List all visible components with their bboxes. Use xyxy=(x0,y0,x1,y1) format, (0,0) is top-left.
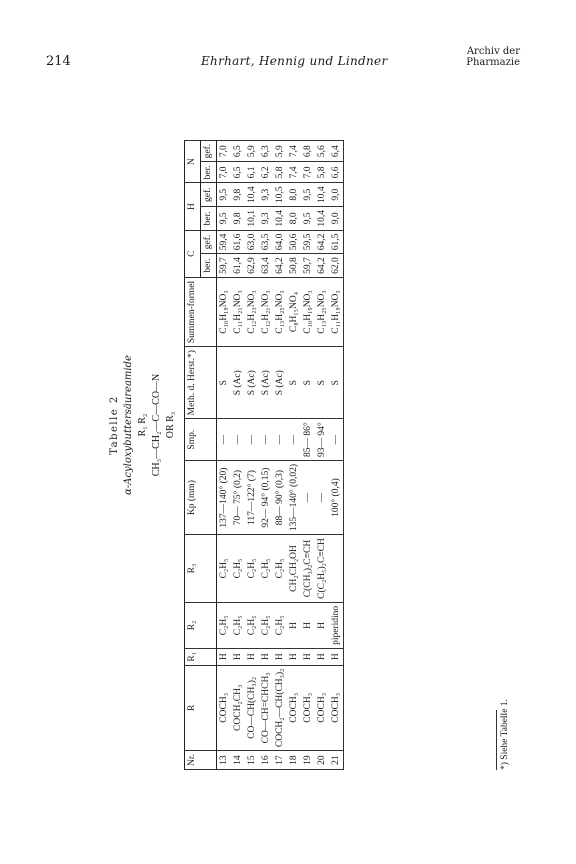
cell-meth: S (Ac) xyxy=(231,347,245,419)
table-row xyxy=(245,140,259,769)
cell-kp: 117—122° (7) xyxy=(245,461,259,535)
formula-line-2: CH₃—CH₂—C—CO—N xyxy=(151,373,162,477)
cell-n-ber: 6,5 xyxy=(231,162,245,183)
cell-r3: C(C₂H₅)₂C≡CH xyxy=(315,535,329,603)
cell-c-gef: 61,5 xyxy=(329,230,344,254)
cell-smp: 85— 86° xyxy=(301,419,315,461)
cell-r1: H xyxy=(287,648,301,665)
cell-kp: 88— 90° (0,3) xyxy=(273,461,287,535)
cell-h-gef: 9,0 xyxy=(329,183,344,207)
cell-r: COCH₃ xyxy=(315,665,329,751)
col-r: R xyxy=(185,665,217,751)
cell-c-gef: 50,6 xyxy=(287,230,301,254)
cell-r2: C₂H₅ xyxy=(231,602,245,648)
cell-meth: S (Ac) xyxy=(259,347,273,419)
cell-r: COCH₂CH₃ xyxy=(231,665,245,751)
cell-smp: — xyxy=(273,419,287,461)
table-subtitle: α-Acyloxybuttersäureamide xyxy=(123,355,134,495)
col-h-gef: gef. xyxy=(201,183,217,207)
cell-c-gef: 61,6 xyxy=(231,230,245,254)
cell-h-ber: 9,8 xyxy=(231,207,245,231)
footnote-rule xyxy=(496,710,497,770)
cell-c-gef: 64,2 xyxy=(315,230,329,254)
cell-h-ber: 9,5 xyxy=(301,207,315,231)
cell-r2: H xyxy=(301,602,315,648)
cell-c-gef: 59,5 xyxy=(301,230,315,254)
page-number: 214 xyxy=(46,54,71,69)
cell-r3: C(CH₃)₂C≡CH xyxy=(301,535,315,603)
cell-n-gef: 5,9 xyxy=(273,140,287,162)
cell-c-gef: 63,5 xyxy=(259,230,273,254)
cell-r3: C₂H₅ xyxy=(231,535,245,603)
cell-formel: C₁₃H₂₅NO₃ xyxy=(273,277,287,346)
cell-n-gef: 6,8 xyxy=(301,140,315,162)
table-row xyxy=(217,140,232,769)
cell-kp: 100° (0,4) xyxy=(329,461,344,535)
cell-n-gef: 7,4 xyxy=(287,140,301,162)
table-body xyxy=(217,140,344,769)
cell-r3 xyxy=(329,535,344,603)
cell-c-gef: 64,0 xyxy=(273,230,287,254)
cell-r1: H xyxy=(315,648,329,665)
cell-n-ber: 7,4 xyxy=(287,162,301,183)
cell-h-ber: 9,5 xyxy=(217,207,232,231)
cell-h-ber: 9,0 xyxy=(329,207,344,231)
table-row xyxy=(301,140,315,769)
cell-formel: C₁₁H₁₉NO₃ xyxy=(329,277,344,346)
cell-c-gef: 63,0 xyxy=(245,230,259,254)
cell-c-ber: 63,4 xyxy=(259,254,273,278)
cell-kp: 135—140° (0,02) xyxy=(287,461,301,535)
cell-formel: C₁₂H₂₃NO₃ xyxy=(245,277,259,346)
cell-r2: H xyxy=(287,602,301,648)
cell-h-ber: 8,0 xyxy=(287,207,301,231)
cell-n-ber: 7,0 xyxy=(217,162,232,183)
cell-nr: 16 xyxy=(259,751,273,770)
cell-formel: C₁₃H₂₅NO₃ xyxy=(315,277,329,346)
col-group-c: C xyxy=(185,230,201,277)
journal-line-2: Pharmazie xyxy=(466,57,520,68)
data-table xyxy=(184,140,344,770)
cell-r: CO—CH(CH₃)₂ xyxy=(245,665,259,751)
col-c-gef: gef. xyxy=(201,230,217,254)
cell-meth: S (Ac) xyxy=(273,347,287,419)
cell-c-ber: 59,7 xyxy=(217,254,232,278)
cell-r2: C₂H₅ xyxy=(259,602,273,648)
cell-nr: 18 xyxy=(287,751,301,770)
col-formel: Summen-formel xyxy=(185,277,217,346)
cell-h-ber: 10,4 xyxy=(315,207,329,231)
cell-meth: S xyxy=(287,347,301,419)
cell-r3: C₂H₅ xyxy=(259,535,273,603)
cell-r3: C₂H₅ xyxy=(245,535,259,603)
cell-h-gef: 10,4 xyxy=(245,183,259,207)
cell-meth: S (Ac) xyxy=(245,347,259,419)
cell-kp: 92— 94° (0,15) xyxy=(259,461,273,535)
cell-nr: 17 xyxy=(273,751,287,770)
cell-n-ber: 5,8 xyxy=(315,162,329,183)
cell-smp: — xyxy=(217,419,232,461)
table-row xyxy=(259,140,273,769)
page-header xyxy=(46,44,520,74)
journal-line-1: Archiv der xyxy=(466,46,520,57)
col-kp: Kp (mm) xyxy=(185,461,217,535)
cell-n-ber: 6,1 xyxy=(245,162,259,183)
cell-formel: C₁₀H₁₉NO₃ xyxy=(301,277,315,346)
cell-r1: H xyxy=(245,648,259,665)
col-n-gef: gef. xyxy=(201,140,217,162)
table-title: Tabelle 2 xyxy=(109,395,120,455)
cell-c-ber: 59,7 xyxy=(301,254,315,278)
cell-n-ber: 5,8 xyxy=(273,162,287,183)
cell-meth: S xyxy=(217,347,232,419)
col-nr: Nr. xyxy=(185,751,217,770)
cell-r1: H xyxy=(231,648,245,665)
cell-nr: 13 xyxy=(217,751,232,770)
cell-r3: C₂H₅ xyxy=(217,535,232,603)
cell-smp: — xyxy=(231,419,245,461)
cell-nr: 19 xyxy=(301,751,315,770)
cell-h-gef: 9,3 xyxy=(259,183,273,207)
cell-h-gef: 9,8 xyxy=(231,183,245,207)
cell-n-ber: 6,6 xyxy=(329,162,344,183)
cell-kp: 137—140° (20) xyxy=(217,461,232,535)
cell-smp: — xyxy=(329,419,344,461)
table-footnote: *) Siehe Tabelle 1. xyxy=(500,699,510,770)
cell-r: COCH₃ xyxy=(217,665,232,751)
cell-c-ber: 62,0 xyxy=(329,254,344,278)
cell-r1: H xyxy=(259,648,273,665)
cell-formel: C₁₀H₁₉NO₃ xyxy=(217,277,232,346)
cell-n-ber: 6,2 xyxy=(259,162,273,183)
table-row xyxy=(329,140,344,769)
cell-n-gef: 6,5 xyxy=(231,140,245,162)
cell-r: COCH₃ xyxy=(287,665,301,751)
cell-kp: 70— 75° (0,2) xyxy=(231,461,245,535)
cell-r: COCH₂—CH(CH₃)₂ xyxy=(273,665,287,751)
cell-n-gef: 5,6 xyxy=(315,140,329,162)
cell-n-gef: 6,4 xyxy=(329,140,344,162)
cell-h-ber: 10,1 xyxy=(245,207,259,231)
cell-nr: 20 xyxy=(315,751,329,770)
cell-h-gef: 10,4 xyxy=(315,183,329,207)
table-row xyxy=(315,140,329,769)
col-r3: R₃ xyxy=(185,535,217,603)
cell-c-ber: 64,2 xyxy=(315,254,329,278)
cell-h-gef: 8,0 xyxy=(287,183,301,207)
table-row xyxy=(287,140,301,769)
cell-r3: C₂H₅ xyxy=(273,535,287,603)
col-r2: R₂ xyxy=(185,602,217,648)
table-row xyxy=(231,140,245,769)
cell-smp: 93— 94° xyxy=(315,419,329,461)
cell-smp: — xyxy=(259,419,273,461)
cell-r: CO—CH=CHCH₃ xyxy=(259,665,273,751)
cell-smp: — xyxy=(287,419,301,461)
table-title-block xyxy=(108,80,180,770)
col-meth: Meth. d. Herst.*) xyxy=(185,347,217,419)
cell-h-gef: 9,5 xyxy=(217,183,232,207)
col-c-ber: ber. xyxy=(201,254,217,278)
table-row xyxy=(273,140,287,769)
col-n-ber: ber. xyxy=(201,162,217,183)
cell-meth: S xyxy=(315,347,329,419)
cell-kp: — xyxy=(315,461,329,535)
cell-nr: 14 xyxy=(231,751,245,770)
cell-r2: C₂H₅ xyxy=(273,602,287,648)
cell-r1: H xyxy=(217,648,232,665)
col-group-n: N xyxy=(185,140,201,183)
cell-r1: H xyxy=(329,648,344,665)
cell-c-ber: 61,4 xyxy=(231,254,245,278)
cell-r: COCH₃ xyxy=(329,665,344,751)
rotated-table-area xyxy=(108,80,518,770)
formula-line-3: OR R₃ xyxy=(165,411,176,439)
cell-nr: 21 xyxy=(329,751,344,770)
cell-c-ber: 62,9 xyxy=(245,254,259,278)
cell-r1: H xyxy=(301,648,315,665)
cell-c-ber: 50,8 xyxy=(287,254,301,278)
cell-n-gef: 5,9 xyxy=(245,140,259,162)
cell-r1: H xyxy=(273,648,287,665)
cell-h-gef: 10,5 xyxy=(273,183,287,207)
running-title-authors: Ehrhart, Hennig und Lindner xyxy=(201,54,388,68)
cell-formel: C₈H₁₅NO₄ xyxy=(287,277,301,346)
col-group-h: H xyxy=(185,183,201,230)
cell-r2: piperidino xyxy=(329,602,344,648)
formula-line-1: R₁ R₂ xyxy=(137,413,148,437)
col-r1: R₁ xyxy=(185,648,217,665)
cell-r2: C₂H₅ xyxy=(245,602,259,648)
cell-r2: C₂H₅ xyxy=(217,602,232,648)
cell-smp: — xyxy=(245,419,259,461)
cell-meth: S xyxy=(329,347,344,419)
cell-r: COCH₃ xyxy=(301,665,315,751)
cell-c-gef: 59,4 xyxy=(217,230,232,254)
cell-r2: H xyxy=(315,602,329,648)
cell-h-ber: 9,3 xyxy=(259,207,273,231)
journal-name xyxy=(466,46,520,68)
cell-h-ber: 10,4 xyxy=(273,207,287,231)
cell-c-ber: 64,2 xyxy=(273,254,287,278)
cell-r3: CH₂CH₂OH xyxy=(287,535,301,603)
cell-h-gef: 9,5 xyxy=(301,183,315,207)
cell-formel: C₁₁H₂₁NO₃ xyxy=(231,277,245,346)
cell-n-gef: 6,3 xyxy=(259,140,273,162)
cell-nr: 15 xyxy=(245,751,259,770)
col-smp: Smp. xyxy=(185,419,217,461)
col-h-ber: ber. xyxy=(201,207,217,231)
cell-n-ber: 7,0 xyxy=(301,162,315,183)
cell-kp: — xyxy=(301,461,315,535)
cell-formel: C₁₂H₂₁NO₃ xyxy=(259,277,273,346)
cell-meth: S xyxy=(301,347,315,419)
cell-n-gef: 7,0 xyxy=(217,140,232,162)
